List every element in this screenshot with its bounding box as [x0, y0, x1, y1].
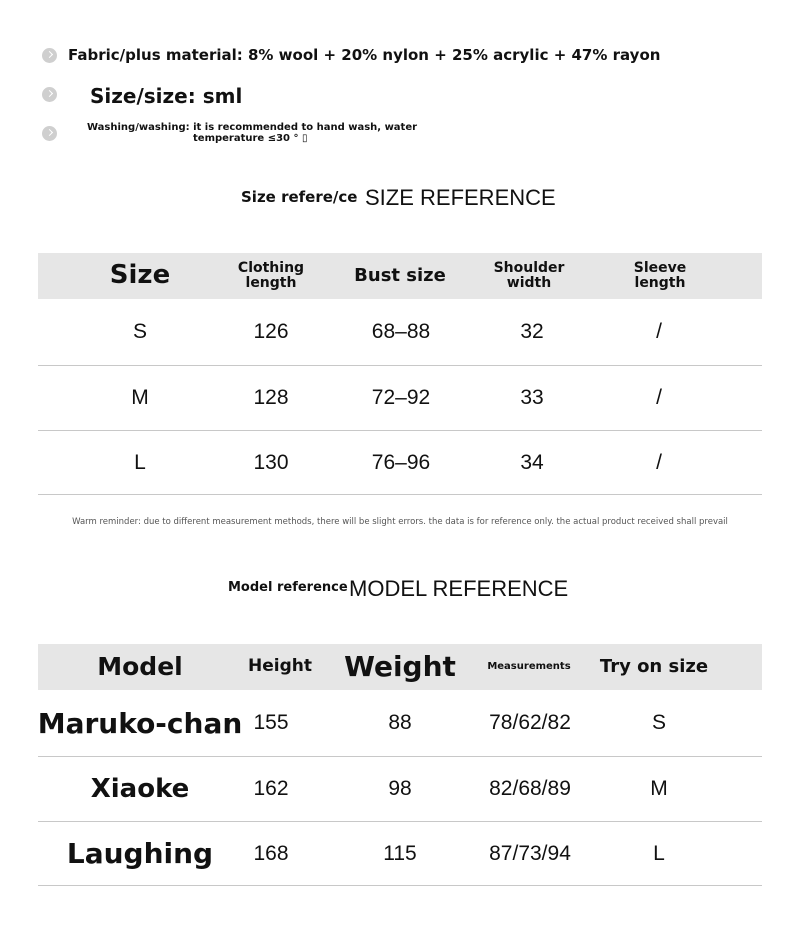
- header-model: Model: [97, 651, 183, 681]
- header-bust-size: Bust size: [354, 264, 446, 286]
- cell-try-on-size: S: [651, 711, 666, 734]
- cell-try-on-size: M: [650, 777, 668, 800]
- size-reference-title-en: SIZE REFERENCE: [365, 185, 556, 210]
- table-row: [38, 822, 762, 886]
- cell-size: S: [132, 320, 147, 343]
- warm-reminder-note: Warm reminder: due to different measurement methods, there will be slight errors. the data is for reference only. the actual product received shall prevail: [72, 517, 728, 527]
- table-row: [38, 690, 762, 757]
- cell-sleeve-length: /: [656, 386, 662, 409]
- cell-clothing-length: 128: [253, 386, 289, 409]
- table-row: [38, 366, 762, 431]
- cell-weight: 98: [388, 777, 412, 800]
- cell-shoulder-width: 34: [520, 450, 544, 474]
- header-sleeve-length: Sleeve length: [633, 260, 687, 291]
- model-table-header: [38, 644, 762, 690]
- cell-model-name: Xiaoke: [90, 774, 190, 804]
- header-height: Height: [248, 656, 312, 677]
- size-table-header: [38, 253, 762, 299]
- cell-clothing-length: 130: [253, 450, 289, 474]
- washing-spec-line1: Washing/washing: it is recommended to hand wash, water: [87, 122, 418, 133]
- cell-measurements: 87/73/94: [489, 841, 571, 865]
- cell-sleeve-length: /: [656, 320, 662, 343]
- header-weight: Weight: [344, 650, 456, 684]
- cell-weight: 88: [388, 711, 412, 734]
- header-measurements: Measurements: [487, 660, 571, 672]
- cell-size: M: [131, 386, 149, 409]
- size-table: [38, 253, 762, 495]
- bullet-icon: [42, 126, 57, 141]
- model-reference-title-en: MODEL REFERENCE: [349, 576, 569, 601]
- size-spec: Size/size: sml: [90, 84, 243, 108]
- cell-weight: 115: [383, 841, 417, 865]
- cell-bust-size: 72–92: [371, 386, 431, 409]
- table-row: [38, 431, 762, 495]
- header-clothing-length: Clothing length: [237, 260, 305, 291]
- cell-shoulder-width: 33: [520, 386, 544, 409]
- cell-try-on-size: L: [653, 841, 665, 865]
- cell-bust-size: 76–96: [371, 450, 431, 474]
- table-row: [38, 299, 762, 366]
- cell-height: 155: [253, 711, 289, 734]
- cell-shoulder-width: 32: [520, 320, 544, 343]
- header-try-on-size: Try on size: [599, 655, 709, 677]
- cell-sleeve-length: /: [656, 450, 662, 474]
- cell-model-name: Laughing: [66, 837, 214, 870]
- fabric-spec: Fabric/plus material: 8% wool + 20% nylon + 25% acrylic + 47% rayon: [68, 46, 661, 64]
- cell-size: L: [134, 450, 146, 474]
- cell-clothing-length: 126: [253, 320, 289, 343]
- header-size: Size: [109, 260, 171, 291]
- bullet-icon: [42, 48, 57, 63]
- bullet-icon: [42, 87, 57, 102]
- cell-height: 168: [253, 841, 289, 865]
- cell-model-name: Maruko-chan: [37, 706, 243, 740]
- washing-spec-line2: temperature ≤30 ° ▯: [193, 133, 308, 144]
- cell-measurements: 78/62/82: [489, 711, 571, 734]
- table-row: [38, 757, 762, 822]
- model-table: [38, 644, 762, 886]
- header-shoulder-width: Shoulder width: [493, 260, 565, 291]
- cell-height: 162: [253, 777, 289, 800]
- size-reference-title: Size refere/ce: [241, 188, 358, 206]
- cell-bust-size: 68–88: [371, 320, 431, 343]
- cell-measurements: 82/68/89: [489, 777, 571, 800]
- model-reference-title: Model reference: [228, 580, 348, 595]
